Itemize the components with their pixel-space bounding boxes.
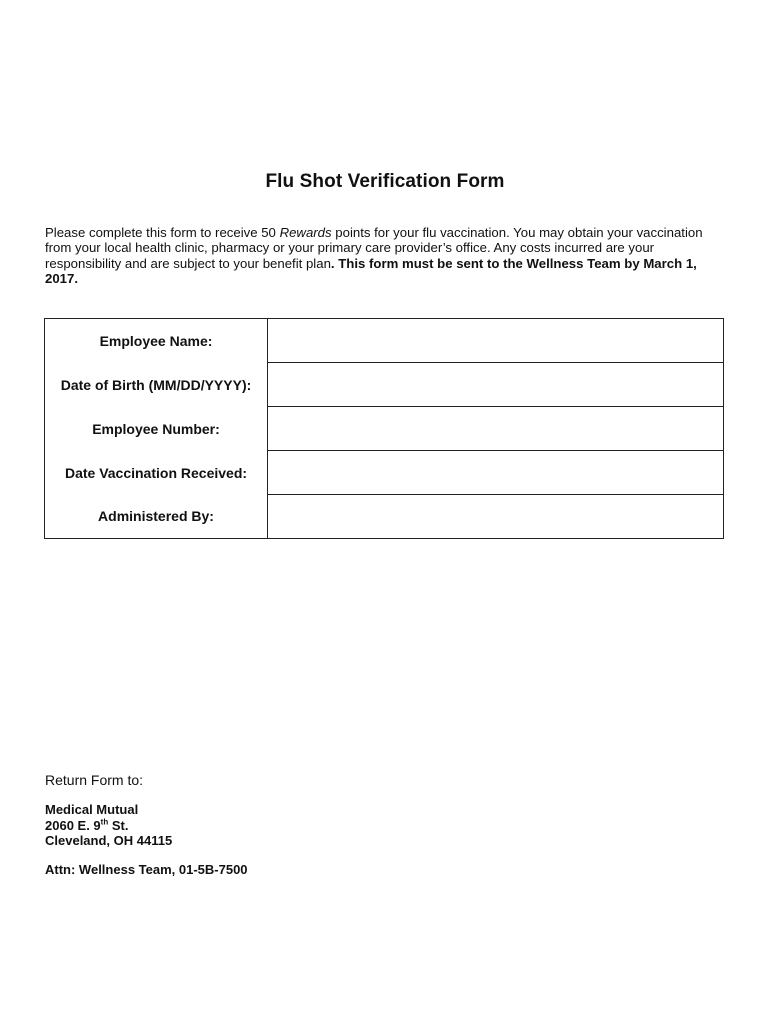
- date-vaccination-field[interactable]: [268, 451, 723, 494]
- instructions-text-2: points for your flu vaccination. You may obtain your vaccination from your local health clinic, pharmacy or your primary care provider’s office. Any costs incurred are your responsibility and are subject to your benefit plan: [45, 225, 703, 271]
- city-state-zip: Cleveland, OH 44115: [45, 833, 173, 848]
- employee-number-label: Employee Number:: [45, 407, 268, 451]
- deadline-text: This form must be sent to the Wellness Team by March 1, 2017.: [45, 255, 697, 286]
- administered-by-field[interactable]: [268, 495, 723, 538]
- employee-name-label: Employee Name:: [45, 319, 268, 363]
- date-of-birth-cell: [268, 363, 724, 407]
- date-vaccination-label: Date Vaccination Received:: [45, 451, 268, 495]
- verification-form-table: [44, 318, 724, 539]
- form-row-date-vaccination: [45, 451, 724, 495]
- employee-name-field[interactable]: [268, 319, 723, 362]
- date-of-birth-label: Date of Birth (MM/DD/YYYY):: [45, 363, 268, 407]
- form-row-employee-number: [45, 407, 724, 451]
- employee-number-cell: [268, 407, 724, 451]
- date-of-birth-field[interactable]: [268, 363, 723, 406]
- attention-line: Attn: Wellness Team, 01-5B-7500: [45, 862, 248, 877]
- company-name: Medical Mutual: [45, 802, 139, 817]
- instructions-text-1: Please complete this form to receive 50: [45, 225, 280, 240]
- street-ordinal-suffix: th: [100, 817, 109, 827]
- street-name: St.: [108, 817, 129, 833]
- instructions-paragraph: [45, 225, 725, 286]
- form-row-date-of-birth: [45, 363, 724, 407]
- street-address: [45, 818, 172, 834]
- return-form-label: Return Form to:: [45, 772, 144, 788]
- employee-name-cell: [268, 319, 724, 363]
- page-title: Flu Shot Verification Form: [265, 171, 505, 192]
- date-vaccination-cell: [268, 451, 724, 495]
- employee-number-field[interactable]: [268, 407, 723, 450]
- form-row-employee-name: [45, 319, 724, 363]
- return-address: [45, 802, 172, 849]
- street-number: 2060 E. 9: [45, 817, 101, 833]
- administered-by-label: Administered By:: [45, 495, 268, 539]
- form-row-administered-by: [45, 495, 724, 539]
- rewards-text: Rewards: [279, 225, 332, 240]
- instructions-period: .: [330, 255, 335, 271]
- administered-by-cell: [268, 495, 724, 539]
